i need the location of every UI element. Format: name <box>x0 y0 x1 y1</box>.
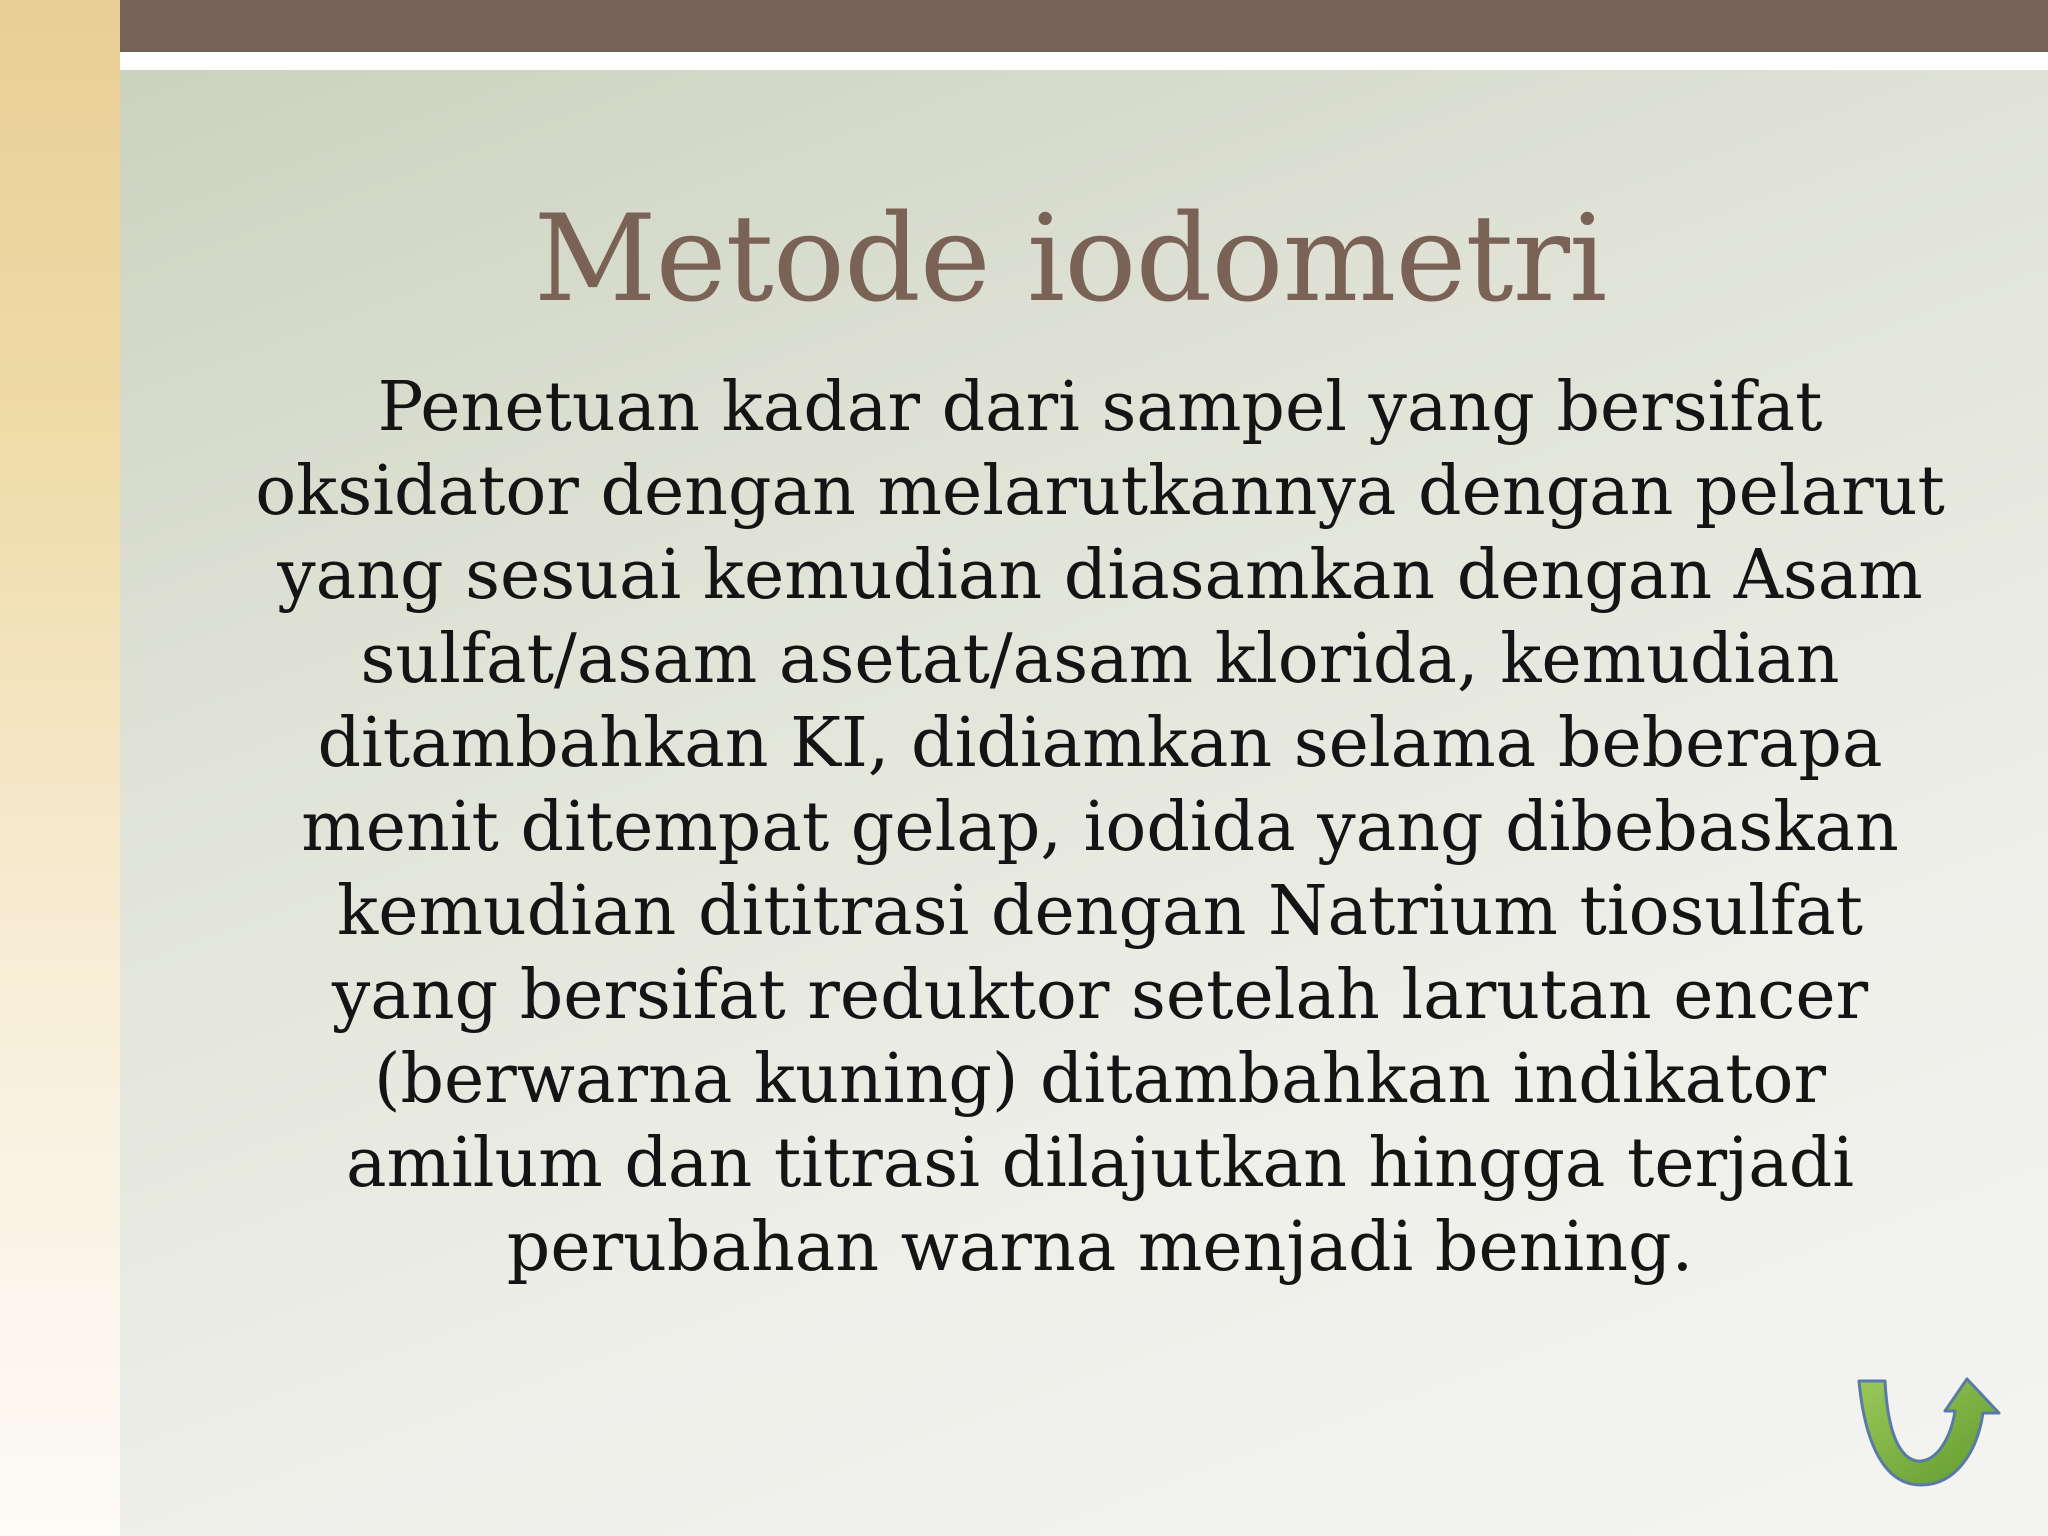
body-line: sulfat/asam asetat/asam klorida, kemudian <box>360 620 1840 699</box>
body-line: yang sesuai kemudian diasamkan dengan Asam <box>277 536 1923 615</box>
return-arrow-icon[interactable] <box>1855 1375 2005 1490</box>
top-divider-line <box>120 52 2048 70</box>
body-line: Penetuan kadar dari sampel yang bersifat <box>377 368 1823 447</box>
body-line: amilum dan titrasi dilajutkan hingga terjadi <box>345 1124 1855 1203</box>
top-bar <box>120 0 2048 52</box>
slide-body <box>240 366 1960 1290</box>
body-line: perubahan warna menjadi bening. <box>506 1208 1694 1287</box>
body-line: kemudian dititrasi dengan Natrium tiosulfat <box>337 872 1863 951</box>
body-line: menit ditempat gelap, iodida yang dibebaskan <box>301 788 1899 867</box>
left-decorative-strip <box>0 0 120 1536</box>
body-line: ditambahkan KI, didiamkan selama beberapa <box>317 704 1883 783</box>
body-line: yang bersifat reduktor setelah larutan encer <box>331 956 1869 1035</box>
body-line: (berwarna kuning) ditambahkan indikator <box>373 1040 1826 1119</box>
slide-title: Metode iodometri <box>533 190 1607 329</box>
body-line: oksidator dengan melarutkannya dengan pelarut <box>255 452 1945 531</box>
